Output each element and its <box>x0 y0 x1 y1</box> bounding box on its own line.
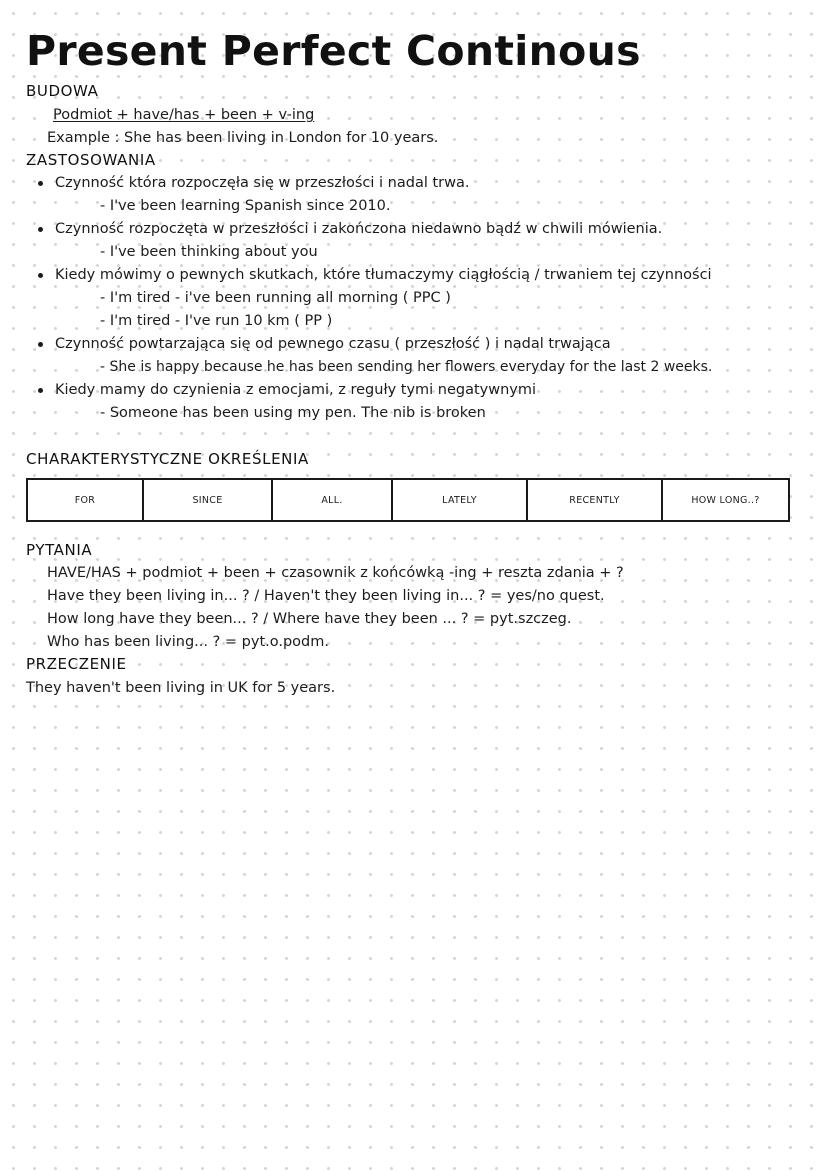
zastosowania-heading: ZASTOSOWANIA <box>26 151 156 169</box>
usage-item: Kiedy mamy do czynienia z emocjami, z reguły tymi negatywnymi <box>55 382 537 398</box>
question-line: How long have they been... ? / Where have they been ... ? = pyt.szczeg. <box>47 611 572 627</box>
usage-example: - She is happy because he has been sending her flowers everyday for the last 2 weeks. <box>100 359 713 375</box>
usage-item: Czynność rozpoczęta w przeszłości i zakończona niedawno bądź w chwili mówienia. <box>55 221 663 237</box>
time-expressions-table <box>26 478 790 522</box>
question-line: HAVE/HAS + podmiot + been + czasownik z końcówką -ing + reszta zdania + ? <box>47 565 624 581</box>
usage-example: - I've been learning Spanish since 2010. <box>100 198 391 214</box>
pytania-heading: PYTANIA <box>26 541 93 559</box>
table-cell: SINCE <box>144 480 273 520</box>
przeczenie-heading: PRZECZENIE <box>26 655 127 673</box>
usage-example: - I've been thinking about you <box>100 244 318 260</box>
usage-example: - I'm tired - i've been running all morning ( PPC ) <box>100 290 451 306</box>
negation-example: They haven't been living in UK for 5 years. <box>26 680 336 696</box>
usage-example: - Someone has been using my pen. The nib is broken <box>100 405 486 421</box>
table-cell: FOR <box>28 480 144 520</box>
table-cell: HOW LONG..? <box>691 494 760 506</box>
usage-item: Czynność powtarzająca się od pewnego czasu ( przeszłość ) i nadal trwająca <box>55 336 611 352</box>
page-title: Present Perfect Continous <box>26 27 641 75</box>
budowa-heading: BUDOWA <box>26 82 99 100</box>
okreslenia-heading: CHARAKTERYSTYCZNE OKREŚLENIA <box>26 450 309 468</box>
table-cell: ALL. <box>273 480 393 520</box>
question-line: Who has been living... ? = pyt.o.podm. <box>47 634 329 650</box>
question-line: Have they been living in... ? / Haven't they been living in... ? = yes/no quest. <box>47 588 605 604</box>
budowa-formula: Podmiot + have/has + been + v-ing <box>53 107 315 123</box>
usage-example: - I'm tired - I've run 10 km ( PP ) <box>100 313 333 329</box>
table-cell: LATELY <box>393 480 528 520</box>
table-cell: RECENTLY <box>528 480 663 520</box>
budowa-example: Example : She has been living in London for 10 years. <box>47 130 439 146</box>
usage-item: Kiedy mówimy o pewnych skutkach, które tłumaczymy ciągłością / trwaniem tej czynności <box>55 267 712 283</box>
usage-item: Czynność która rozpoczęła się w przeszłości i nadal trwa. <box>55 175 470 191</box>
